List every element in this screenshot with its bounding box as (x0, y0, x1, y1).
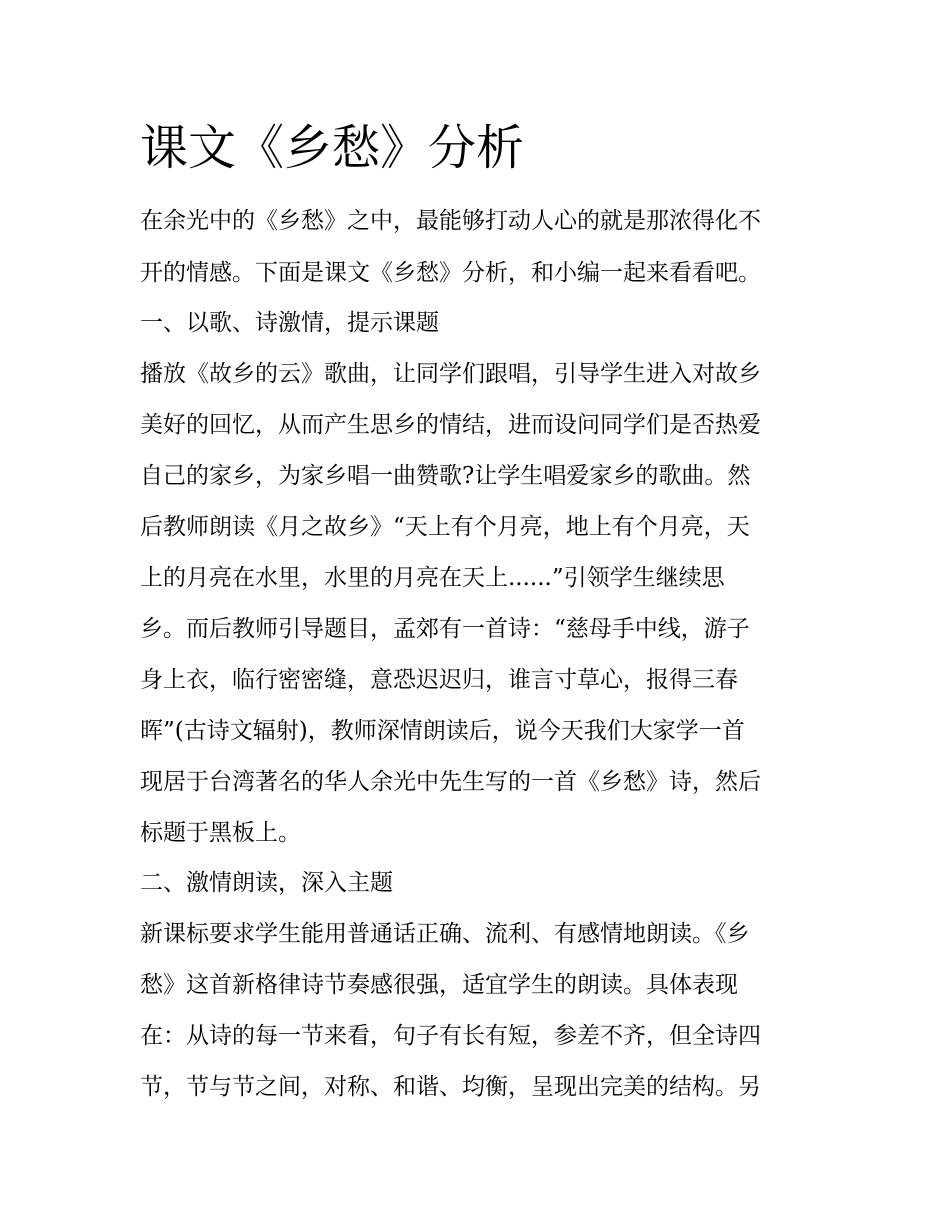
paragraph-line: 新课标要求学生能用普通话正确、流利、有感情地朗读。《乡 (140, 921, 750, 947)
paragraph-line: 晖”(古诗文辐射)，教师深情朗读后，说今天我们大家学一首 (140, 718, 745, 744)
paragraph-line: 节，节与节之间，对称、和谐、均衡，呈现出完美的结构。另 (140, 1074, 761, 1100)
section-heading-1: 一、以歌、诗激情，提示课题 (140, 310, 439, 336)
paragraph-line: 标题于黑板上。 (140, 820, 301, 846)
paragraph-line: 身上衣，临行密密缝，意恐迟迟归，谁言寸草心，报得三春 (140, 667, 738, 693)
paragraph-line: 美好的回忆，从而产生思乡的情结，进而设问同学们是否热爱 (140, 412, 761, 438)
paragraph-line: 愁》这首新格律诗节奏感很强，适宜学生的朗读。具体表现 (140, 972, 738, 998)
paragraph-line: 后教师朗读《月之故乡》“天上有个月亮，地上有个月亮，天 (140, 514, 750, 540)
paragraph-line: 播放《故乡的云》歌曲，让同学们跟唱，引导学生进入对故乡 (140, 361, 761, 387)
paragraph-line-intro: 开的情感。下面是课文《乡愁》分析，和小编一起来看看吧。 (140, 260, 761, 286)
section-heading-2: 二、激情朗读，深入主题 (140, 870, 393, 896)
paragraph-line: 上的月亮在水里，水里的月亮在天上......”引领学生继续思 (140, 565, 725, 591)
paragraph-line: 自己的家乡，为家乡唱一曲赞歌?让学生唱爱家乡的歌曲。然 (140, 463, 751, 489)
paragraph-line: 在：从诗的每一节来看，句子有长有短，参差不齐，但全诗四 (140, 1023, 761, 1049)
paragraph-line: 乡。而后教师引导题目，孟郊有一首诗：“慈母手中线，游子 (140, 616, 750, 642)
document-title: 课文《乡愁》分析 (140, 120, 525, 176)
paragraph-line: 现居于台湾著名的华人余光中先生写的一首《乡愁》诗，然后 (140, 769, 761, 795)
paragraph-line-intro: 在余光中的《乡愁》之中，最能够打动人心的就是那浓得化不 (140, 208, 761, 234)
